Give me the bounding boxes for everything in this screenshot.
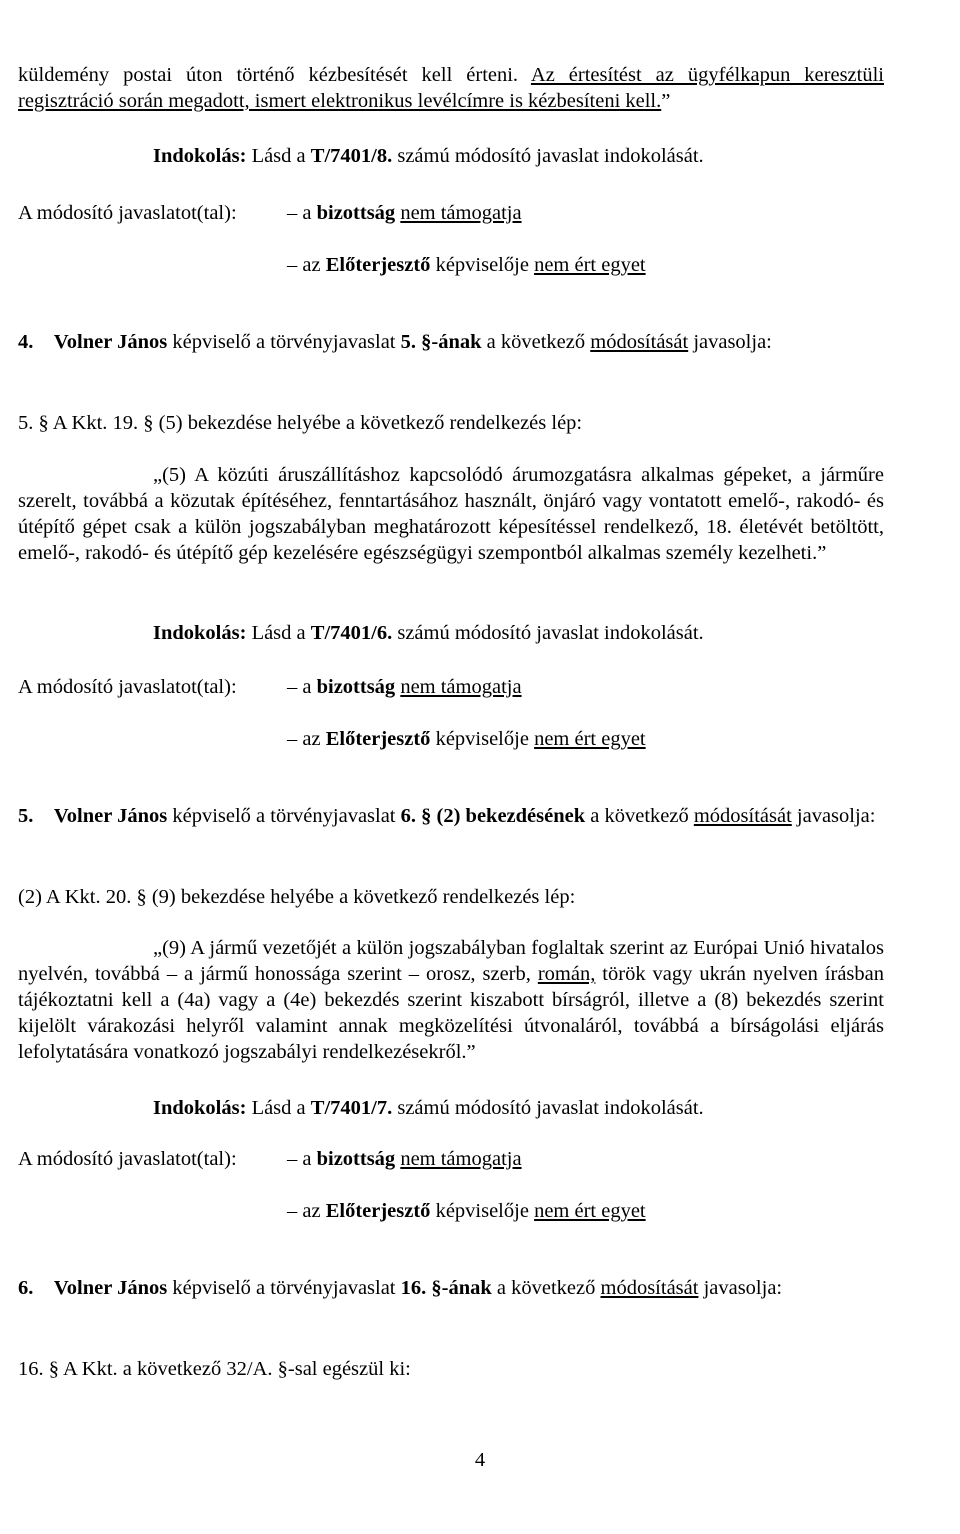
presenter-position: – az Előterjesztő képviselője nem ért egyet — [287, 1200, 646, 1222]
quote-underlined-text: Az értesítést az ügyfélkapun keresztüli — [530, 64, 884, 86]
quote-close: ” — [661, 90, 671, 112]
quote-text: küldemény postai úton történő kézbesítését kell érteni. — [18, 64, 531, 86]
section-target-5: (2) A Kkt. 20. § (9) bekezdése helyébe a következő rendelkezés lép: — [18, 886, 576, 908]
amendment-item-6: 6. Volner János képviselő a törvényjavaslat 16. §-ának a következő módosítását javasolja: — [18, 1277, 783, 1299]
quoted-provision-4: „(5) A közúti áruszállításhoz kapcsolódó árumozgatásra alkalmas gépeket, a járműre szerelt, továbbá a közutak építéséhez, fenntartásához használt, önjáró vagy vontatott emelő-, rakodó- és útépítő gépet csak a külön jogszabályban meghatározott képesítéssel rendelkező, 18. életévét betöltött, emelő-, rakodó- és útépítő gép kezelésére egészségügyi szempontból alkalmas személy kezelheti.” — [18, 464, 884, 564]
presenter-position: – az Előterjesztő képviselője nem ért egyet — [287, 728, 646, 750]
quoted-provision-5: „(9) A jármű vezetőjét a külön jogszabályban foglaltak szerint az Európai Unió hivatalos nyelvén, továbbá – a jármű honossága szerint – orosz, szerb, román, török vagy ukrán nyelven írásban tájékoztatni kell a (4a) vagy a (4e) bekezdés szerint kiszabott bírságról, illetve a (8) bekezdés szerint kijelölt várakozási helyről valamint annak megközelítési útvonaláról, továbbá a bírságolási eljárás lefolytatására vonatkozó jogszabályi rendelkezésekről.” — [18, 937, 885, 1063]
amendment-item-5: 5. Volner János képviselő a törvényjavaslat 6. § (2) bekezdésének a következő módosítását javasolja: — [18, 805, 876, 827]
section-target-4: 5. § A Kkt. 19. § (5) bekezdése helyébe a következő rendelkezés lép: — [18, 412, 583, 434]
amendment-label: A módosító javaslatot(tal): — [18, 1148, 237, 1170]
committee-position: – a bizottság nem támogatja — [287, 676, 522, 698]
page-number: 4 — [474, 1449, 486, 1471]
amendment-item-4: 4. Volner János képviselő a törvényjavaslat 5. §-ának a következő módosítását javasolja: — [18, 331, 772, 353]
reasoning-line: Indokolás: Lásd a T/7401/7. számú módosító javaslat indokolását. — [153, 1097, 704, 1119]
quote-underlined-text-2: regisztráció során megadott, ismert elektronikus levélcímre is kézbesíteni kell. — [18, 90, 662, 112]
committee-position: – a bizottság nem támogatja — [287, 202, 522, 224]
quote-continuation — [18, 62, 884, 114]
reasoning-line: Indokolás: Lásd a T/7401/6. számú módosító javaslat indokolását. — [153, 622, 704, 644]
amendment-label: A módosító javaslatot(tal): — [18, 676, 237, 698]
presenter-position: – az Előterjesztő képviselője nem ért egyet — [287, 254, 646, 276]
reasoning-line: Indokolás: Lásd a T/7401/8. számú módosító javaslat indokolását. — [153, 145, 704, 167]
amendment-label: A módosító javaslatot(tal): — [18, 202, 237, 224]
committee-position: – a bizottság nem támogatja — [287, 1148, 522, 1170]
section-target-6: 16. § A Kkt. a következő 32/A. §-sal egészül ki: — [18, 1358, 411, 1380]
